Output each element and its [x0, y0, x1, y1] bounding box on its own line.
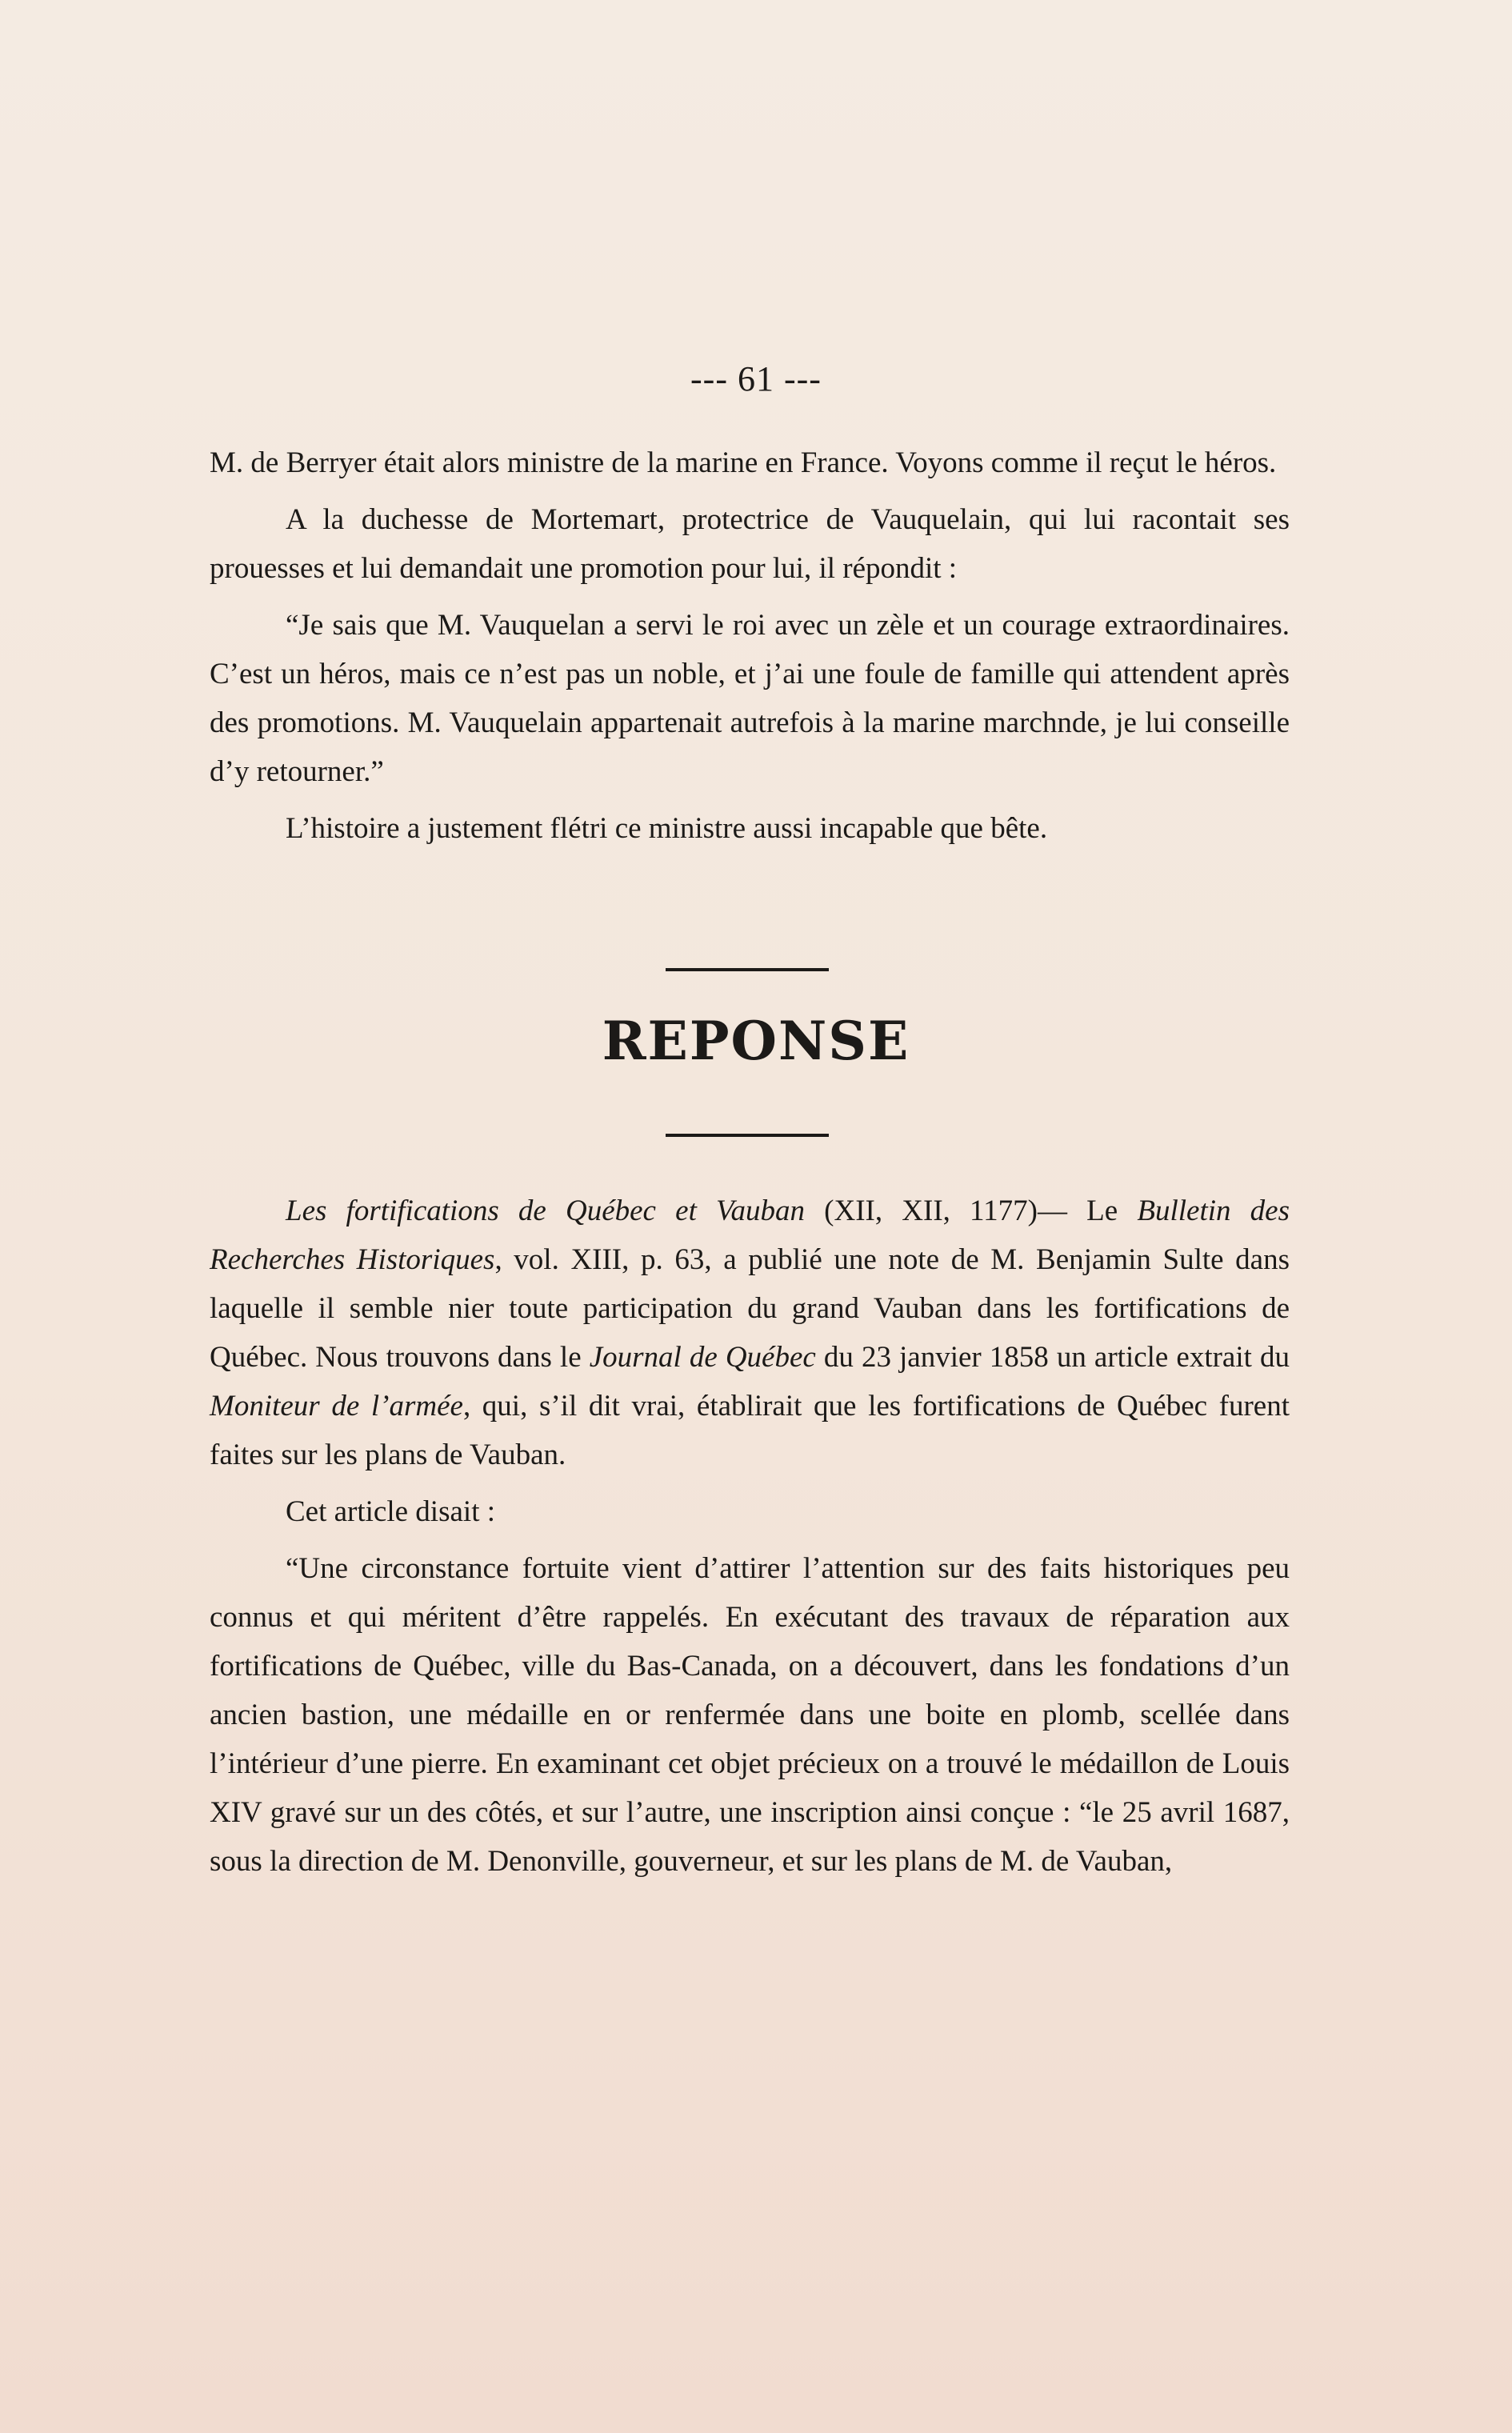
paragraph-article-quote: “Une circonstance fortuite vient d’attirer l’attention sur des faits historiques peu connus et qui méritent d’être rappelés. En exécutant des travaux de réparation aux fortifications de Québec, ville du Bas-Canada, on a découvert, dans les fondations d’un ancien bastion, une médaille en or renfermée dans une boite en plomb, scellée dans l’intérieur d’une pierre. En examinant cet objet précieux on a trouvé le médaillon de Louis XIV gravé sur un des côtés, et sur l’autre, une inscription ainsi conçue : “le 25 avril 1687, sous la direction de M. Denonville, gouverneur, et sur les plans de M. de Vauban,: [210, 1552, 1290, 1878]
section-reponse: [210, 1186, 1290, 1894]
section-heading: REPONSE: [602, 1010, 910, 1072]
page-number: --- 61 ---: [690, 359, 822, 398]
journal-quebec: Journal de Québec: [589, 1341, 816, 1374]
journal-bulletin: Bulletin des Recherches Historiques: [210, 1194, 1290, 1276]
paragraph-fortifications: [210, 1186, 1290, 1479]
journal-moniteur: Moniteur de l’armée: [210, 1390, 463, 1423]
reference-text: (XII, XII, 1177)— Le: [805, 1194, 1138, 1227]
paragraph-berryer: M. de Berryer était alors ministre de la marine en France. Voyons comme il reçut le héros.: [210, 446, 1277, 479]
paragraph-histoire: L’histoire a justement flétri ce ministre aussi incapable que bête.: [286, 812, 1048, 845]
paragraph-mortemart: A la duchesse de Mortemart, protectrice de Vauquelain, qui lui racontait ses prouesses et lui demandait une promotion pour lui, il répondit :: [210, 503, 1290, 585]
divider-top: [666, 968, 829, 971]
divider-bottom: [666, 1134, 829, 1137]
section-berryer: [210, 438, 1290, 861]
body-text: , vol. XIII, p. 63, a publié une note de M. Benjamin Sulte dans laquelle il semble nier toute participation du grand Vauban dans les fortifications de Québec. Nous trouvons dans le: [210, 1243, 1290, 1374]
body-text: du 23 janvier 1858 un article extrait du: [815, 1341, 1290, 1374]
paragraph-quote-minister: “Je sais que M. Vauquelan a servi le roi avec un zèle et un courage extraordinaires. C’est un héros, mais ce n’est pas un noble, et j’ai une foule de famille qui attendent après des promotions. M. Vauquelain appartenait autrefois à la marine marchnde, je lui conseille d’y retourner.”: [210, 609, 1290, 788]
article-title: Les fortifications de Québec et Vauban: [286, 1194, 806, 1227]
paragraph-article-intro: Cet article disait :: [286, 1495, 495, 1528]
body-text: , qui, s’il dit vrai, établirait que les fortifications de Québec furent faites sur les plans de Vauban.: [210, 1390, 1290, 1471]
